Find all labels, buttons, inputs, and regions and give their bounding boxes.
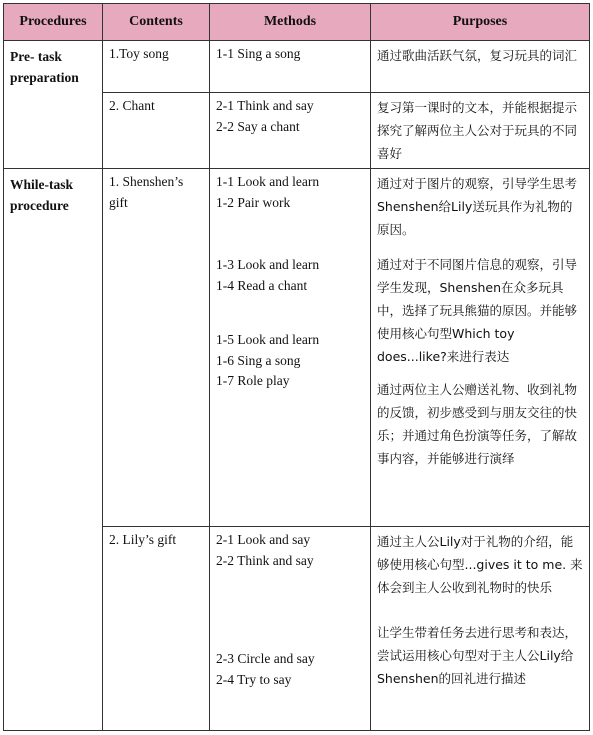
header-purposes: Purposes [371, 4, 590, 41]
purpose-cell: 通过歌曲活跃气氛，复习玩具的词汇 [371, 41, 590, 93]
header-methods: Methods [210, 4, 371, 41]
content-cell: 2. Chant [103, 93, 210, 169]
method-item: 2-2 Think and say [216, 552, 314, 568]
purpose-paragraph: 通过两位主人公赠送礼物、收到礼物的反馈，初步感受到与朋友交往的快乐；并通过角色扮演等任务，了解故事内容，并能够进行演绎 [377, 382, 578, 466]
methods-cell [210, 527, 371, 731]
purpose-cell [371, 527, 590, 731]
method-item: 1-5 Look and learn [216, 332, 320, 347]
purpose-cell [371, 169, 590, 527]
method-item: 1-3 Look and learn [216, 257, 320, 272]
method-item: 1-7 Role play [216, 373, 290, 388]
content-cell: 1. Shenshen’s gift [103, 169, 210, 527]
method-item: 1-6 Sing a song [216, 352, 301, 368]
purpose-paragraph: 通过主人公Lily对于礼物的介绍，能够使用核心句型...gives it to me. 来体会到主人公收到礼物时的快乐 [377, 534, 583, 595]
purpose-cell: 复习第一课时的文本，并能根据提示探究了解两位主人公对于玩具的不同喜好 [371, 93, 590, 169]
header-procedures: Procedures [4, 4, 103, 41]
methods-cell [210, 93, 371, 169]
table-row [4, 169, 590, 527]
method-item: 1-4 Read a chant [216, 277, 308, 293]
purpose-paragraph: 让学生带着任务去进行思考和表达，尝试运用核心句型对于主人公Lily给Shenshen的回礼进行描述 [377, 625, 578, 686]
method-item: 1-1 Look and learn [216, 174, 320, 189]
method-item: 2-2 Say a chant [216, 118, 300, 134]
lesson-plan-table [3, 3, 590, 731]
header-row [4, 4, 590, 41]
methods-cell [210, 41, 371, 93]
table-row [4, 41, 590, 93]
header-contents: Contents [103, 4, 210, 41]
method-item: 2-4 Try to say [216, 671, 292, 687]
method-item: 2-1 Think and say [216, 98, 314, 113]
purpose-paragraph: 通过对于图片的观察，引导学生思考Shenshen给Lily送玩具作为礼物的原因。 [377, 176, 578, 237]
methods-cell [210, 169, 371, 527]
content-cell: 1.Toy song [103, 41, 210, 93]
procedure-cell: While-task procedure [4, 169, 103, 731]
content-cell: 2. Lily’s gift [103, 527, 210, 731]
method-item: 1-1 Sing a song [216, 46, 301, 61]
method-item: 2-1 Look and say [216, 532, 311, 547]
procedure-cell: Pre- task preparation [4, 41, 103, 169]
purpose-paragraph: 通过对于不同图片信息的观察，引导学生发现，Shenshen在众多玩具中，选择了玩具熊猫的原因。并能够使用核心句型Which toy does...like?来进行表达 [377, 257, 578, 364]
method-item: 2-3 Circle and say [216, 651, 315, 666]
method-item: 1-2 Pair work [216, 194, 291, 210]
